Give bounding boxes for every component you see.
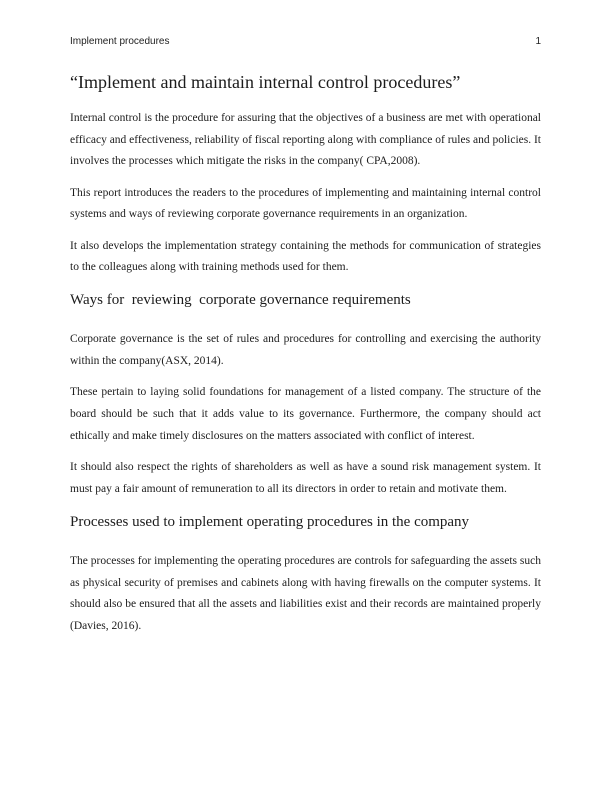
paragraph-corporate-governance-definition: Corporate governance is the set of rules and procedures for controlling and exercising the authority within the company(ASX, 2014).: [70, 333, 541, 368]
section-heading-operating-procedures: Processes used to implement operating procedures in the company: [70, 513, 470, 530]
page-header: [70, 36, 541, 48]
paragraph-report-introduction: This report introduces the readers to the procedures of implementing and maintaining internal control systems and ways of reviewing corporate governance requirements in an organization.: [70, 186, 541, 221]
section-heading-governance-requirements: Ways for reviewing corporate governance requirements: [70, 292, 411, 309]
running-header-title: Implement procedures: [70, 36, 170, 47]
document-body: [70, 69, 541, 647]
paragraph-internal-control-intro: Internal control is the procedure for assuring that the objectives of a business are met with operational efficacy and effectiveness, reliability of fiscal reporting along with compliance of rules and policies. It involves the processes which mitigate the risks in the company( CPA,2008).: [70, 112, 541, 168]
paragraph-shareholder-rights: It should also respect the rights of shareholders as well as have a sound risk management system. It must pay a fair amount of remuneration to all its directors in order to retain and motivate them.: [70, 460, 541, 495]
paragraph-board-foundations: These pertain to laying solid foundations for management of a listed company. The structure of the board should be such that it adds value to its governance. Furthermore, the company should act ethically and make timely disclosures on the matters associated with conflict of interest.: [70, 386, 541, 442]
paragraph-safeguarding-assets: The processes for implementing the operating procedures are controls for safeguarding the assets such as physical security of premises and cabinets along with having firewalls on the computer systems. It should also be ensured that all the assets and liabilities exist and their records are maintained properly (Davies, 2016).: [70, 554, 541, 632]
document-title: “Implement and maintain internal control procedures”: [70, 72, 461, 92]
page-number: 1: [535, 36, 541, 47]
paragraph-implementation-strategy: It also develops the implementation strategy containing the methods for communication of strategies to the colleagues along with training methods used for them.: [70, 239, 541, 274]
